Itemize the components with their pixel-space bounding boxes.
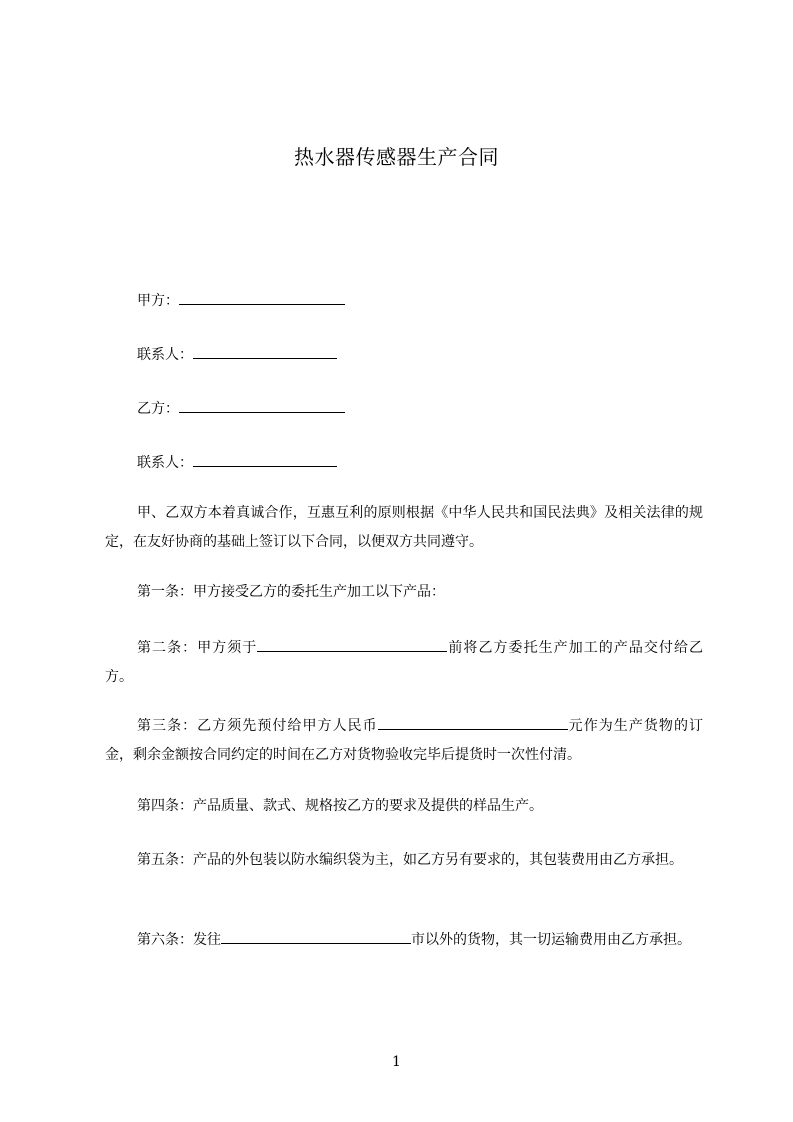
article-1: 第一条：甲方接受乙方的委托生产加工以下产品： <box>137 584 445 600</box>
party-a-contact-label: 联系人： <box>137 347 193 363</box>
article-2-text-end: 前将乙方委托生产加工的产品交付给乙方。 <box>105 640 704 685</box>
party-a-blank <box>179 290 345 305</box>
page-title: 热水器传感器生产合同 <box>294 145 499 169</box>
party-b-line <box>137 398 345 419</box>
party-a-contact-blank <box>193 344 337 359</box>
party-a-contact-line <box>137 344 337 365</box>
article-6-text-end: 市以外的货物，其一切运输费用由乙方承担。 <box>411 932 691 948</box>
party-a-line <box>137 290 345 311</box>
article-2-text-start: 第二条：甲方须于 <box>137 640 258 656</box>
article-4: 第四条：产品质量、款式、规格按乙方的要求及提供的样品生产。 <box>137 798 543 814</box>
party-b-contact-label: 联系人： <box>137 455 193 471</box>
article-6 <box>105 926 703 955</box>
article-5: 第五条：产品的外包装以防水编织袋为主，如乙方另有要求的，其包装费用由乙方承担。 <box>137 852 683 868</box>
article-6-text-start: 第六条：发往 <box>137 932 221 948</box>
party-b-label: 乙方： <box>137 401 179 417</box>
article-3-amount-blank <box>378 715 568 730</box>
party-a-label: 甲方： <box>137 293 179 309</box>
party-b-blank <box>179 398 345 413</box>
preamble-paragraph: 甲、乙双方本着真诚合作，互惠互利的原则根据《中华人民共和国民法典》及相关法律的规定，在友好协商的基础上签订以下合同，以便双方共同遵守。 <box>105 505 703 550</box>
article-2-date-blank <box>257 637 447 652</box>
page-number: 1 <box>392 1054 401 1070</box>
article-3-text-start: 第三条：乙方须先预付给甲方人民币 <box>137 718 378 734</box>
article-3-text-end: 元作为生产货物的订金，剩余金额按合同约定的时间在乙方对货物验收完毕后提货时一次性付清。 <box>105 718 704 763</box>
party-b-contact-blank <box>193 452 337 467</box>
article-6-city-blank <box>221 929 411 944</box>
article-3 <box>105 712 703 770</box>
party-b-contact-line <box>137 452 337 473</box>
article-2 <box>105 634 703 692</box>
